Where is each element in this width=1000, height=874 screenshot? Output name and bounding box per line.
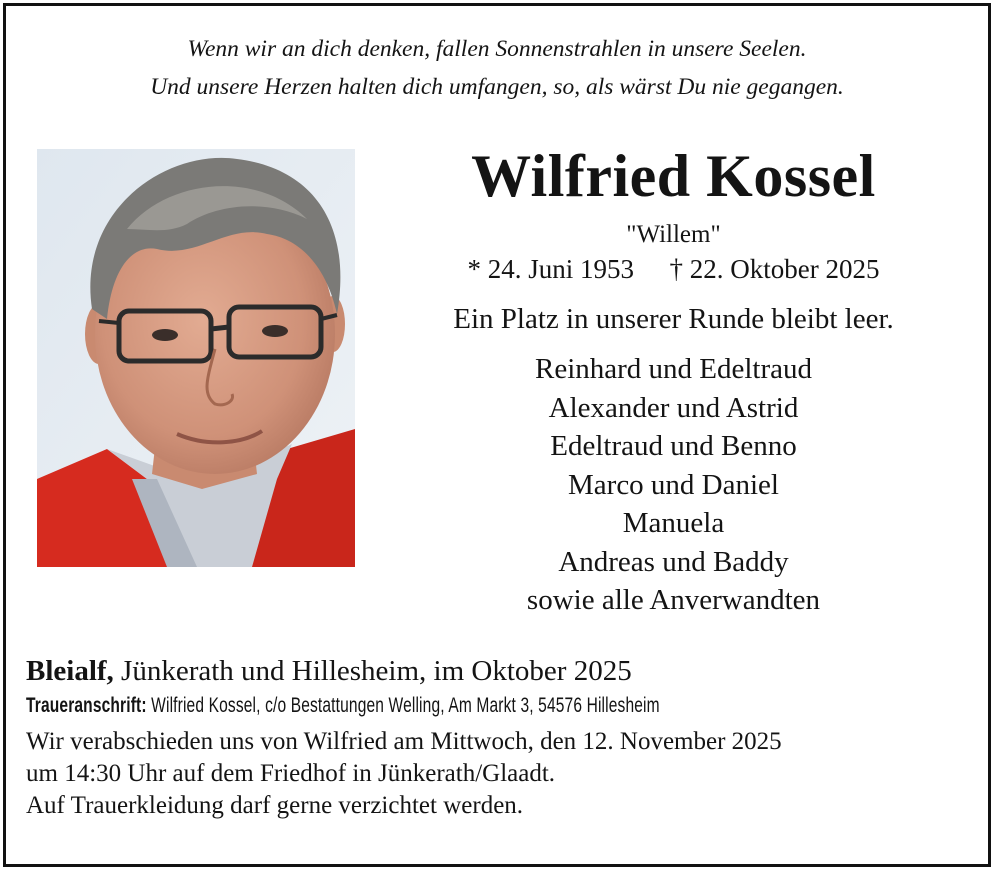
mourner-entry: Marco und Daniel <box>568 468 779 501</box>
mourner-entry: sowie alle Anverwandten <box>526 584 821 616</box>
mourning-line: Ein Platz in unserer Runde bleibt leer. <box>453 303 894 335</box>
birth-date: 24. Juni 1953 <box>487 254 635 284</box>
mourner-entry: Edeltraud und Benno <box>550 430 797 462</box>
mourner-entry: Alexander und Astrid <box>548 391 799 424</box>
mourner-entry: Reinhard und Edeltraud <box>534 353 813 385</box>
place-rest: Jünkerath und Hillesheim, im Oktober 2025 <box>113 655 632 687</box>
mourning-address <box>26 688 981 724</box>
notice-footer <box>26 654 986 822</box>
obituary-notice <box>3 3 991 867</box>
service-line-3: Auf Trauerkleidung darf gerne verzichtet werden. <box>26 792 524 819</box>
address-value: Wilfried Kossel, c/o Bestattungen Welling, Am Markt 3, 54576 Hillesheim <box>146 694 660 717</box>
motto-verse <box>6 30 988 106</box>
mourner-entry: Manuela <box>622 507 725 539</box>
motto-line-2: Und unsere Herzen halten dich umfangen, so, als wärst Du nie gegangen. <box>150 74 844 100</box>
birth-star-icon: * <box>467 254 481 284</box>
service-line-1: Wir verabschieden uns von Wilfried am Mittwoch, den 12. November 2025 <box>26 728 782 755</box>
nickname: "Willem" <box>626 221 721 248</box>
name-and-family-column <box>371 136 976 620</box>
life-dates <box>371 251 976 287</box>
death-date: 22. Oktober 2025 <box>689 254 880 284</box>
mourner-entry: Andreas und Baddy <box>558 545 789 578</box>
service-info <box>26 726 986 822</box>
motto-line-1: Wenn wir an dich denken, fallen Sonnenstrahlen in unsere Seelen. <box>187 36 807 62</box>
mourners-list <box>371 350 976 620</box>
place-and-date <box>26 654 986 688</box>
address-label: Traueranschrift: <box>26 694 147 717</box>
portrait-photo <box>37 149 355 567</box>
place-town: Bleialf, <box>26 655 114 687</box>
death-cross-icon: † <box>669 254 684 284</box>
service-line-2: um 14:30 Uhr auf dem Friedhof in Jünkerath/Glaadt. <box>26 760 556 787</box>
deceased-name: Wilfried Kossel <box>471 143 876 209</box>
